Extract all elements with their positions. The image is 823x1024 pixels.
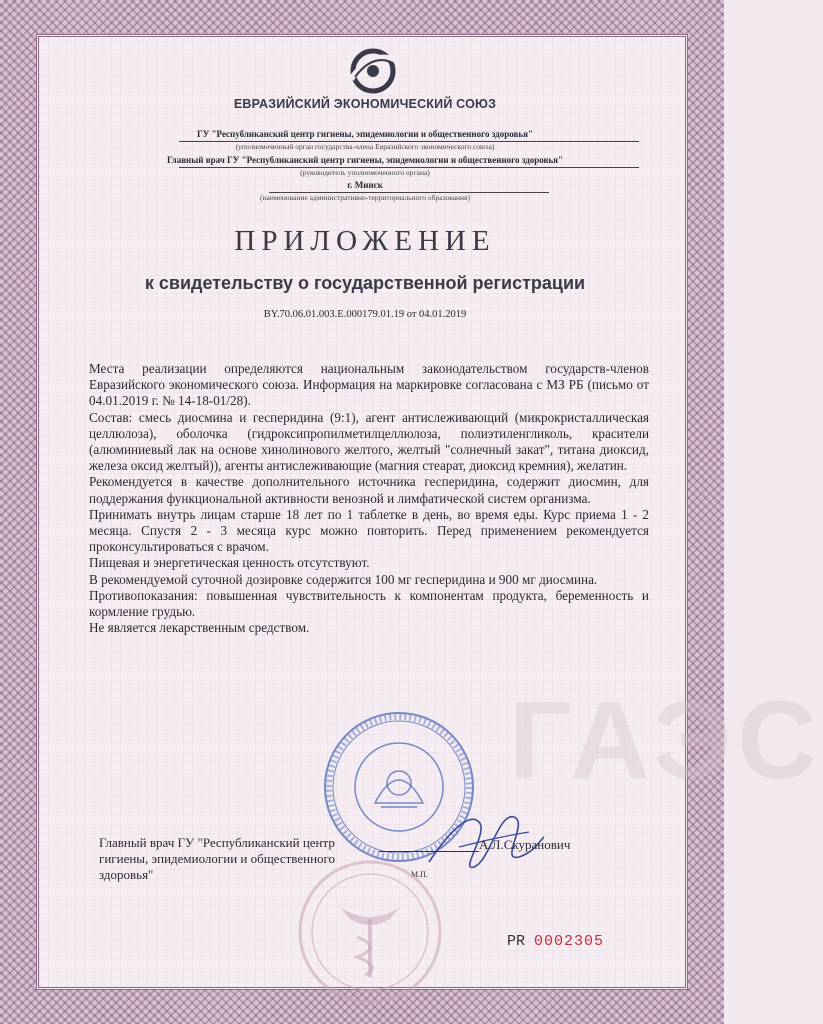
registration-number: BY.70.06.01.003.Е.000179.01.19 от 04.01.2019 — [263, 309, 467, 320]
paragraph-nutrition: Пищевая и энергетическая ценность отсутствуют. — [89, 555, 370, 571]
signature-line — [379, 851, 479, 852]
head-name: Главный врач ГУ "Республиканский центр гигиены, эпидемиологии и общественного здоровья" — [166, 155, 564, 165]
signatory-name: А.Л.Скуранович — [479, 837, 571, 852]
city-name: г. Минск — [347, 180, 383, 190]
serial-prefix: PR — [507, 933, 526, 950]
paragraph-dosage: Принимать внутрь лицам старше 18 лет по 1 таблетке в день, во время еды. Курс приема 1 - 2 месяца. Спустя 2 - 3 месяца курс можно повторить. Перед применением рекомендуется проконсультироваться с врачом. — [89, 506, 649, 555]
document-subtitle: к свидетельству о государственной регистрации — [144, 273, 586, 293]
document-body — [89, 361, 649, 636]
background-watermark: ГАЭС — [509, 679, 823, 802]
authority-name: ГУ "Республиканский центр гигиены, эпидемиологии и общественного здоровья" — [196, 129, 533, 139]
paragraph-composition: Состав: смесь диосмина и гесперидина (9:1), агент антислеживающий (микрокристаллическая целлюлоза), оболочка (гидроксипропилметилцеллюлоза, полиэтиленгликоль, красители (алюминиевый лак на основе хинолинового желтого, желтый "солнечный закат", титана диоксид, железа оксид желтый)), агенты антислеживающие (магния стеарат, диоксид кремния), желатин. — [89, 409, 649, 474]
paragraph-sales-places: Места реализации определяются национальным законодательством государств-членов Евразийского экономического союза. Информация на маркировке согласована с МЗ РБ (письмо от 04.01.2019 г. № 14-18-01/28). — [89, 361, 649, 409]
certificate-page — [36, 34, 823, 990]
seal-place-mark: М.П. — [411, 870, 428, 879]
paragraph-contraindications: Противопоказания: повышенная чувствительность к компонентам продукта, беременность и кормление грудью. — [89, 587, 649, 620]
union-name: ЕВРАЗИЙСКИЙ ЭКОНОМИЧЕСКИЙ СОЮЗ — [233, 97, 497, 111]
head-caption: (руководитель уполномоченного органа) — [300, 168, 430, 177]
serial-digits: 0002305 — [534, 933, 605, 950]
authority-caption: (уполномоченный орган государства-члена Евразийского экономического союза) — [235, 142, 495, 151]
paragraph-daily-content: В рекомендуемой суточной дозировке содержится 100 мг гесперидина и 900 мг диосмина. — [89, 571, 598, 587]
eaeu-logo-icon — [345, 41, 401, 97]
signatory-position: Главный врач ГУ "Республиканский центр гигиены, эпидемиологии и общественного здоровья" — [99, 835, 336, 882]
city-caption: (наименование административно-территориального образования) — [259, 193, 470, 202]
paragraph-recommendation: Рекомендуется в качестве дополнительного источника гесперидина, содержит диосмин, для поддержания функциональной активности венозной и лимфатической систем организма. — [89, 474, 649, 506]
serial-number — [507, 933, 604, 950]
document-title: ПРИЛОЖЕНИЕ — [234, 225, 496, 257]
paragraph-not-medicine: Не является лекарственным средством. — [89, 620, 310, 636]
medical-emblem-icon — [295, 857, 445, 1007]
